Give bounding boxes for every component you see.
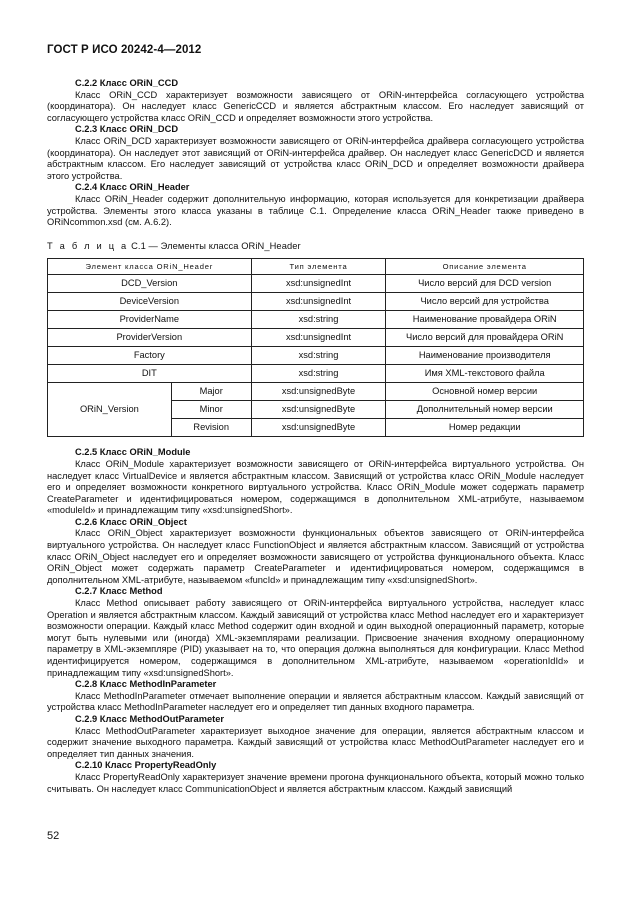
table-cell: Основной номер версии bbox=[386, 383, 584, 401]
table-cell: Major bbox=[171, 383, 251, 401]
table-cell: xsd:unsignedInt bbox=[251, 275, 386, 293]
table-cell: Наименование провайдера ORiN bbox=[386, 311, 584, 329]
table-row bbox=[48, 365, 584, 383]
table-cell: xsd:unsignedInt bbox=[251, 329, 386, 347]
table-caption bbox=[47, 241, 584, 253]
bottom-sections bbox=[47, 447, 584, 795]
table-cell: Revision bbox=[171, 419, 251, 437]
page-number: 52 bbox=[47, 830, 60, 842]
table-cell: xsd:string bbox=[251, 311, 386, 329]
section-heading: C.2.9 Класс MethodOutParameter bbox=[75, 713, 225, 724]
column-header: Тип элемента bbox=[251, 259, 386, 275]
table-row bbox=[48, 329, 584, 347]
section-heading: C.2.5 Класс ORiN_Module bbox=[75, 447, 191, 458]
section-paragraph: Класс Method описывает работу зависящего от ORiN-интерфейса виртуального устройства, наследует класс Operation и является абстрактным классом. Каждый зависящий от устройства класс Method наследует его и характеризует возможности операции. Каждый класс Method содержит один входной и один выходной операционный параметр, которые могут быть нулевыми или (иногда) XML-экземплярами реализации. Присвоение значения входному операционному параметру в XML-экземпляре (PID) указывает на то, что операция должна выполняться для конфигурации. Класс Method идентифицируется номером, содержащимся в дополнительном XML-атрибуте, называемом «operationIdId» и принадлежащим типу «xsd:unsignedShort». bbox=[47, 598, 584, 678]
table-cell: Имя XML-текстового файла bbox=[386, 365, 584, 383]
section-paragraph: Класс ORiN_Module характеризует возможности зависящего от ORiN-интерфейса виртуального устройства. Он наследует класс VirtualDevice и является абстрактным классом. Зависящий от устройства класс ORiN_Module наследует его и определяет возможности конкретного виртуального устройства. Класс ORiN_Module может содержать параметр CreateParameter и идентифицироваться номером, содержащимся в дополнительном XML-атрибуте, называемом «moduleId» и принадлежащим типу «xsd:unsignedShort». bbox=[47, 458, 584, 516]
table-cell: Дополнительный номер версии bbox=[386, 401, 584, 419]
table-cell: xsd:unsignedByte bbox=[251, 383, 386, 401]
table-cell: ProviderVersion bbox=[48, 329, 252, 347]
table-row bbox=[48, 275, 584, 293]
table-row bbox=[48, 383, 584, 401]
table-cell: xsd:string bbox=[251, 347, 386, 365]
table-cell: xsd:unsignedInt bbox=[251, 293, 386, 311]
table-cell: Число версий для провайдера ORiN bbox=[386, 329, 584, 347]
section-heading: C.2.3 Класс ORiN_DCD bbox=[75, 124, 179, 135]
table-body bbox=[48, 275, 584, 437]
section-paragraph: Класс PropertyReadOnly характеризует значение времени прогона функционального объекта, который можно только считывать. Он наследует класс CommunicationObject и является абстрактным классом. Каждый зависящий bbox=[47, 771, 584, 794]
column-header: Элемент класса ORiN_Header bbox=[48, 259, 252, 275]
section-heading: C.2.6 Класс ORiN_Object bbox=[75, 516, 187, 527]
column-header: Описание элемента bbox=[386, 259, 584, 275]
top-sections bbox=[47, 78, 584, 229]
section-paragraph: Класс ORiN_CCD характеризует возможности зависящего от ORiN-интерфейса согласующего устройства (координатора). Он наследует класс GenericCCD и является абстрактным классом. Его наследует зависящий от согласующего устройства класс ORiN_CCD и определяет возможности этого устройства. bbox=[47, 89, 584, 123]
table-row bbox=[48, 311, 584, 329]
table-cell: DeviceVersion bbox=[48, 293, 252, 311]
section-paragraph: Класс ORiN_Object характеризует возможности функциональных объектов зависящего от ORiN-интерфейса виртуального устройства. Он наследует класс FunctionObject и является абстрактным классом. Зависящий от устройства класс ORiN_Object наследует его и определяет возможности зависящего от устройства функционального объекта. Класс ORiN_Object может содержать параметр CreateParameter и идентифицироваться номером, содержащимся в дополнительном XML-атрибуте, называемом «funcId» и принадлежащим типу «xsd:unsignedShort». bbox=[47, 528, 584, 585]
table-cell: Номер редакции bbox=[386, 419, 584, 437]
table-cell: Число версий для DCD version bbox=[386, 275, 584, 293]
section-heading: C.2.8 Класс MethodInParameter bbox=[75, 679, 217, 690]
table-cell: Minor bbox=[171, 401, 251, 419]
content bbox=[47, 78, 584, 795]
section-paragraph: Класс MethodInParameter отмечает выполнение операции и является абстрактным классом. Каждый зависящий от устройства класс MethodInParameter наследует его и определяет тип данных входного параметра. bbox=[47, 690, 584, 713]
table-cell: Число версий для устройства bbox=[386, 293, 584, 311]
table-cell: ProviderName bbox=[48, 311, 252, 329]
table-cell: xsd:string bbox=[251, 365, 386, 383]
table-caption-title: С.1 — Элементы класса ORiN_Header bbox=[131, 240, 301, 251]
orin-header-table bbox=[47, 258, 584, 437]
table-cell: Factory bbox=[48, 347, 252, 365]
section-heading: C.2.7 Класс Method bbox=[75, 586, 163, 597]
section-heading: C.2.2 Класс ORiN_CCD bbox=[75, 78, 179, 88]
table-cell: DIT bbox=[48, 365, 252, 383]
table-row bbox=[48, 293, 584, 311]
section-paragraph: Класс ORiN_DCD характеризует возможности зависящего от ORiN-интерфейса драйвера согласующего устройства (координатора). Он наследует этот зависящий от ORiN-интерфейса драйвер. Он наследует класс GenericDCD и является абстрактным классом. Его наследует зависящий от устройства класс ORiN_DCD и определяет возможности драйвера этого устройства. bbox=[47, 135, 584, 181]
section-paragraph: Класс MethodOutParameter характеризует выходное значение для операции, является абстрактным классом и содержит значение выходного параметра. Каждый зависящий от устройства класс MethodOutParameter наследует его и определяет тип данных значения. bbox=[47, 725, 584, 759]
section-heading: C.2.4 Класс ORiN_Header bbox=[75, 182, 190, 193]
table-cell: DCD_Version bbox=[48, 275, 252, 293]
document-header: ГОСТ Р ИСО 20242-4—2012 bbox=[47, 44, 202, 56]
table-group-cell: ORiN_Version bbox=[48, 383, 172, 437]
table-cell: xsd:unsignedByte bbox=[251, 401, 386, 419]
table-row bbox=[48, 347, 584, 365]
table-caption-label: Т а б л и ц а bbox=[47, 240, 129, 251]
table-cell: Наименование производителя bbox=[386, 347, 584, 365]
table-cell: xsd:unsignedByte bbox=[251, 419, 386, 437]
section-heading: C.2.10 Класс PropertyReadOnly bbox=[75, 760, 217, 771]
table-header-row bbox=[48, 259, 584, 275]
section-paragraph: Класс ORiN_Header содержит дополнительную информацию, которая используется для конкретизации драйвера устройства. Элементы этого класса указаны в таблице С.1. Определение класса ORiN_Header также приведено в ORiNcommon.xsd (см. А.6.2). bbox=[47, 193, 584, 228]
